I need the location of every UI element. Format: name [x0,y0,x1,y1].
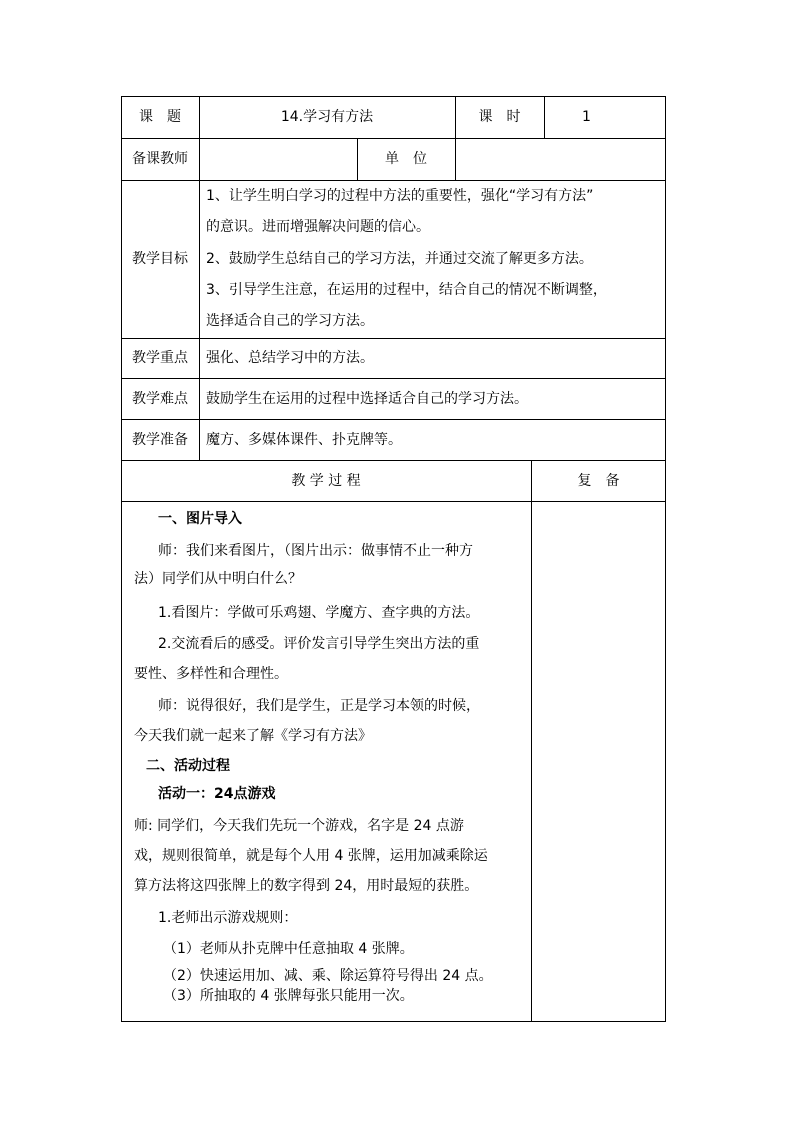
col-divider [455,138,456,180]
row-divider [121,378,666,379]
row-divider [121,460,666,461]
col-divider [199,96,200,460]
key-point-label: 教学重点 [132,350,188,366]
preparation-label: 教学准备 [132,432,188,448]
row-divider [121,338,666,339]
rule-item: （2）快速运用加、减、乘、除运算符号得出 24 点。 [163,968,493,984]
process-line: 1.看图片：学做可乐鸡翅、学魔方、查字典的方法。 [158,605,480,621]
goals-line: 2、鼓励学生总结自己的学习方法，并通过交流了解更多方法。 [206,251,593,267]
process-line: 2.交流看后的感受。评价发言引导学生突出方法的重 [158,636,480,652]
row-divider [121,180,666,181]
section-heading: 一、图片导入 [158,511,242,527]
rule-item: （3）所抽取的 4 张牌每张只能用一次。 [163,988,414,1004]
row-divider [121,138,666,139]
process-line: 今天我们就一起来了解《学习有方法》 [134,728,372,744]
topic-value: 14.学习有方法 [280,109,374,125]
preparation-value: 魔方、多媒体课件、扑克牌等。 [206,432,402,448]
period-label: 课 时 [478,109,521,125]
difficulty-value: 鼓励学生在运用的过程中选择适合自己的学习方法。 [206,391,528,407]
row-divider [121,501,666,502]
rule-item: （1）老师从扑克牌中任意抽取 4 张牌。 [163,941,414,957]
goals-label: 教学目标 [132,251,188,267]
process-line: 算方法将这四张牌上的数字得到 24，用时最短的获胜。 [134,878,479,894]
process-line: 戏，规则很简单，就是每个人用 4 张牌，运用加减乘除运 [134,848,488,864]
process-line: 师：说得很好，我们是学生，正是学习本领的时候， [158,698,480,714]
process-header: 教 学 过 程 [291,473,361,489]
goals-line: 1、让学生明白学习的过程中方法的重要性，强化“学习有方法” [206,188,594,204]
process-line: 要性、多样性和合理性。 [134,666,288,682]
unit-label: 单 位 [385,151,427,167]
process-line: 法）同学们从中明白什么？ [134,571,302,587]
process-line: 师：我们来看图片，（图片出示：做事情不止一种方 [158,543,473,559]
goals-line: 选择适合自己的学习方法。 [206,313,374,329]
process-line: 师: 同学们，今天我们先玩一个游戏，名字是 24 点游 [134,818,464,834]
activity-heading: 活动一：24点游戏 [158,786,276,802]
section-heading: 二、活动过程 [146,758,230,774]
difficulty-label: 教学难点 [132,391,188,407]
teacher-label: 备课教师 [132,151,188,167]
col-divider [531,460,532,1022]
key-point-value: 强化、总结学习中的方法。 [206,350,374,366]
row-divider [121,419,666,420]
period-value: 1 [582,109,591,125]
goals-line: 的意识。进而增强解决问题的信心。 [206,219,430,235]
goals-line: 3、引导学生注意，在运用的过程中，结合自己的情况不断调整， [206,282,607,298]
process-line: 1.老师出示游戏规则： [158,910,298,926]
col-divider [544,96,545,138]
review-header: 复 备 [577,473,620,489]
topic-label: 课 题 [139,109,181,125]
